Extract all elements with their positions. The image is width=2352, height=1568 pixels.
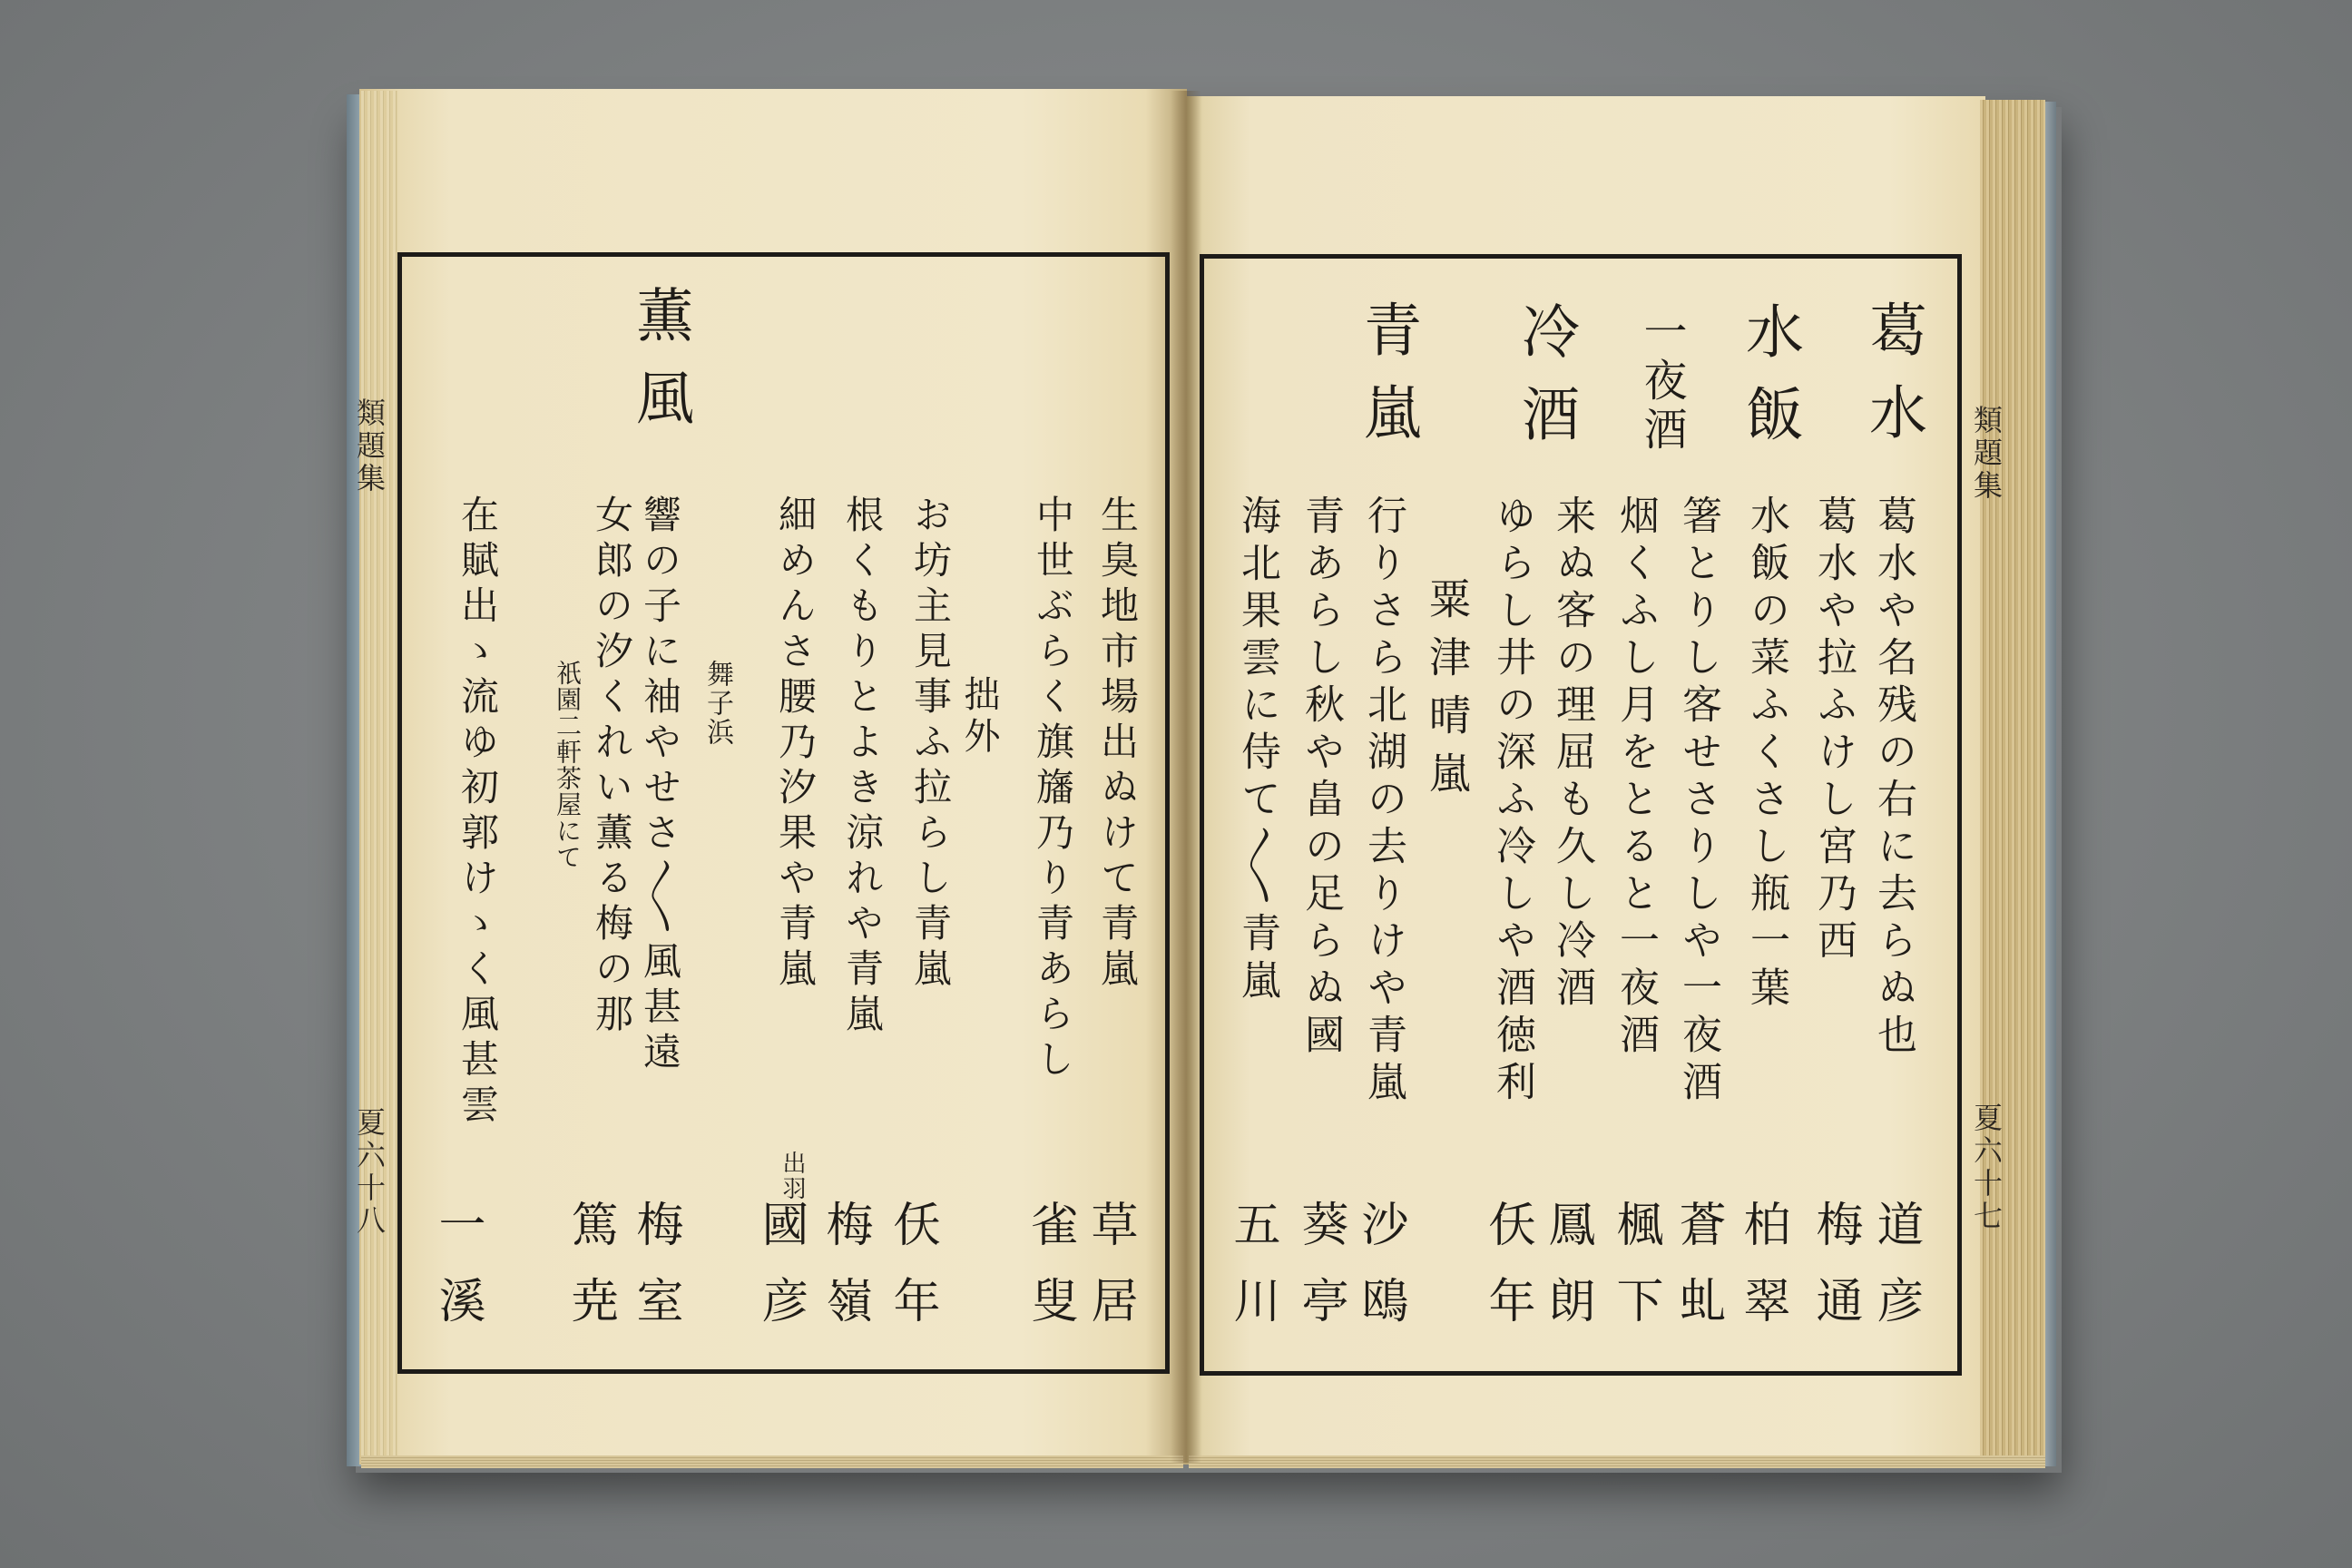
poet-name: 雀叟 <box>1023 1200 1077 1352</box>
poem-verse: 細めんさ腰乃汐果や青嵐 <box>773 495 818 994</box>
poet-name: 梅通 <box>1808 1200 1862 1352</box>
section-heading-kunpu: 薫風 <box>626 285 693 450</box>
poem-verse: 水飯の菜ふくさし瓶一葉 <box>1743 495 1789 1014</box>
poet-name: 篤尭 <box>563 1200 617 1352</box>
poem-verse: 箸とりし客せさりしや一夜酒 <box>1675 495 1721 1108</box>
section-heading: 葛水 <box>1859 299 1926 465</box>
left-bottom-edge <box>361 1455 1183 1468</box>
poem-verse: 在賦出ゝ流ゆ初郭けゝく風甚雲 <box>456 495 500 1130</box>
poet-name: 一溪 <box>430 1200 485 1352</box>
right-bottom-edge <box>1189 1455 2045 1468</box>
poet-name: 梅嶺 <box>818 1200 872 1352</box>
poem-verse: 烟くふし月をとると一夜酒 <box>1612 495 1659 1061</box>
poet-name: 仸年 <box>885 1200 939 1352</box>
book-gutter <box>1171 91 1201 1463</box>
poet-name: 五川 <box>1225 1200 1279 1352</box>
poem-verse: 葛水や名残の右に去らぬ也 <box>1870 495 1916 1061</box>
poem-verse: 中世ぶらく旗旛乃り青あらし <box>1031 495 1075 1084</box>
left-page-edges <box>361 91 397 1463</box>
poet-name: 鳳朗 <box>1540 1200 1594 1352</box>
poem-verse: ゆらし井の深ふ冷しや酒徳利 <box>1489 495 1535 1108</box>
poet-name: 蒼虬 <box>1671 1200 1725 1352</box>
poet-name: 仸年 <box>1480 1200 1534 1352</box>
poet-name: 柏翠 <box>1735 1200 1789 1352</box>
poem-verse: 行りさら北湖の去りけや青嵐 <box>1360 495 1406 1108</box>
right-page-edges <box>1980 100 2045 1465</box>
poem-preface: 拙外 <box>958 675 1000 759</box>
section-heading: 一夜酒 <box>1636 309 1687 456</box>
poem-verse: 生臭地市場出ぬけて青嵐 <box>1095 495 1140 994</box>
poet-name: 道彦 <box>1868 1200 1923 1352</box>
right-margin-title: 類題集 <box>1969 405 2004 503</box>
section-heading: 冷酒 <box>1512 301 1579 466</box>
poem-verse: 葛水や拉ふけし宮乃西 <box>1810 495 1857 966</box>
poem-verse: 青あらし秋や畠の足らぬ國 <box>1298 495 1344 1061</box>
cover-edge-right <box>2043 102 2056 1466</box>
poem-preface: 祇園二軒茶屋にて <box>553 660 583 870</box>
section-heading: 水飯 <box>1736 301 1803 466</box>
poem-verse: 女郎の汐くれい薫る梅の那 <box>590 495 634 1039</box>
poet-name: 楓下 <box>1608 1200 1662 1352</box>
right-margin-folio: 夏六十七 <box>1969 1102 2004 1233</box>
poem-preface: 舞子浜 <box>701 660 733 747</box>
poem-verse: 響の子に袖やせさ〳〵風甚遠 <box>638 495 682 1077</box>
poem-verse: お坊主見事ふ拉らし青嵐 <box>908 495 953 994</box>
left-margin-folio: 夏六十八 <box>352 1107 387 1238</box>
poet-name: 草居 <box>1083 1200 1137 1352</box>
poet-name: 沙鴎 <box>1353 1200 1407 1352</box>
poet-name: 葵亭 <box>1293 1200 1348 1352</box>
poem-subheading: 粟津晴嵐 <box>1423 577 1472 809</box>
section-heading: 青嵐 <box>1354 299 1421 465</box>
poet-province: 出羽 <box>779 1151 806 1201</box>
poet-name: 梅室 <box>628 1200 682 1352</box>
poet-name: 國彦 <box>753 1200 808 1352</box>
poem-verse: 海北果雲に侍て〳〵青嵐 <box>1234 495 1280 1006</box>
poem-verse: 来ぬ客の理屈も久し冷酒 <box>1549 495 1595 1014</box>
left-margin-title: 類題集 <box>352 397 387 495</box>
poem-verse: 根くもりとよき涼れや青嵐 <box>840 495 885 1039</box>
